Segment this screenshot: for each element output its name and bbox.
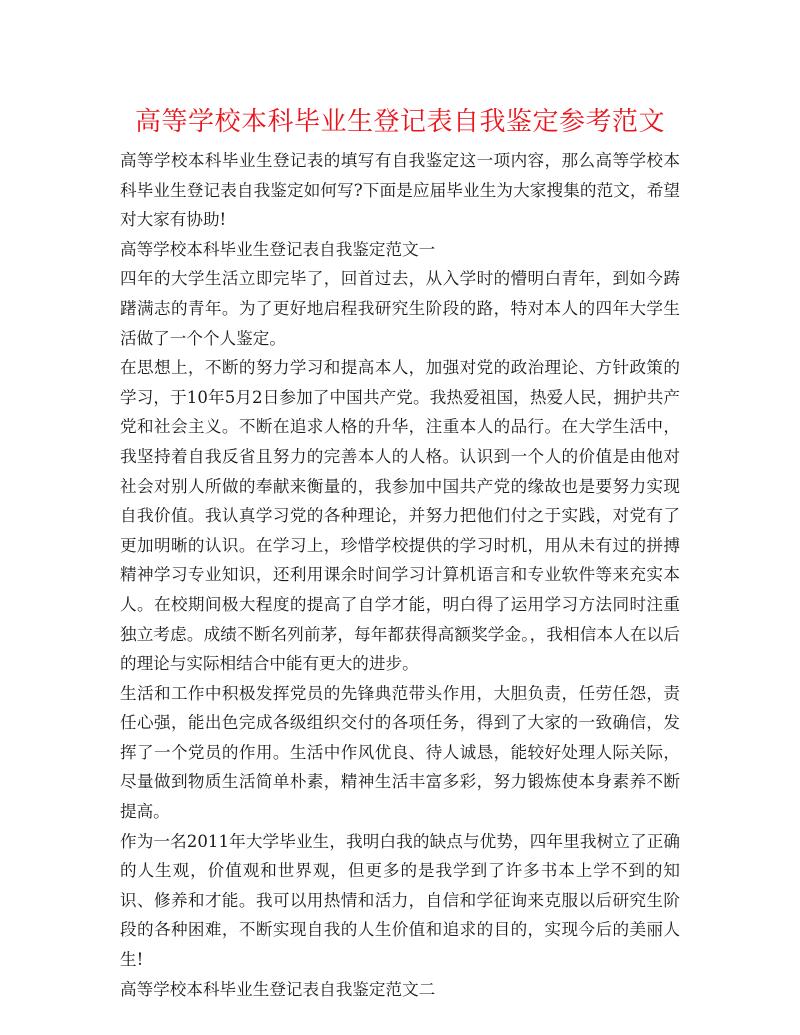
body-paragraph: 生活和工作中积极发挥党员的先锋典范带头作用，大胆负责，任劳任怨，责任心强，能出色完成各级组织交付的各项任务，得到了大家的一致确信，发挥了一个党员的作用。生活中作风优良、待人诚恳，能较好处理人际关际，尽量做到物质生活简单朴素，精神生活丰富多彩，努力锻炼使本身素养不断提高。 <box>120 683 680 822</box>
body-paragraph: 作为一名2011年大学毕业生，我明白我的缺点与优势，四年里我树立了正确的人生观，价值观和世界观，但更多的是我学到了许多书本上学不到的知识、修养和才能。我可以用热情和活力，自信和学征询来克服以后研究生阶段的各种困难，不断实现自我的人生价值和追求的目的，实现今后的美丽人生! <box>120 831 680 970</box>
section-heading-2: 高等学校本科毕业生登记表自我鉴定范文二 <box>120 979 436 999</box>
document-title: 高等学校本科毕业生登记表自我鉴定参考范文 <box>134 107 665 137</box>
section-heading-1: 高等学校本科毕业生登记表自我鉴定范文一 <box>120 239 436 259</box>
body-paragraph: 四年的大学生活立即完毕了，回首过去，从入学时的懵明白青年，到如今踌躇满志的青年。为了更好地启程我研究生阶段的路，特对本人的四年大学生活做了一个个人鉴定。 <box>120 269 680 348</box>
document-body <box>120 146 680 1004</box>
intro-paragraph: 高等学校本科毕业生登记表的填写有自我鉴定这一项内容，那么高等学校本科毕业生登记表自我鉴定如何写?下面是应届毕业生为大家搜集的范文，希望对大家有协助! <box>120 151 680 230</box>
body-paragraph: 在思想上，不断的努力学习和提高本人，加强对党的政治理论、方针政策的学习，于10年5月2日参加了中国共产党。我热爱祖国，热爱人民，拥护共产党和社会主义。不断在追求人格的升华，注重本人的品行。在大学生活中，我坚持着自我反省且努力的完善本人的人格。认识到一个人的价值是由他对社会对别人所做的奉献来衡量的，我参加中国共产党的缘故也是要努力实现自我价值。我认真学习党的各种理论，并努力把他们付之于实践，对党有了更加明晰的认识。在学习上，珍惜学校提供的学习时机，用从未有过的拼搏精神学习专业知识，还利用课余时间学习计算机语言和专业软件等来充实本人。在校期间极大程度的提高了自学才能，明白得了运用学习方法同时注重独立考虑。成绩不断名列前茅，每年都获得高额奖学金。，我相信本人在以后的理论与实际相结合中能有更大的进步。 <box>120 358 680 674</box>
